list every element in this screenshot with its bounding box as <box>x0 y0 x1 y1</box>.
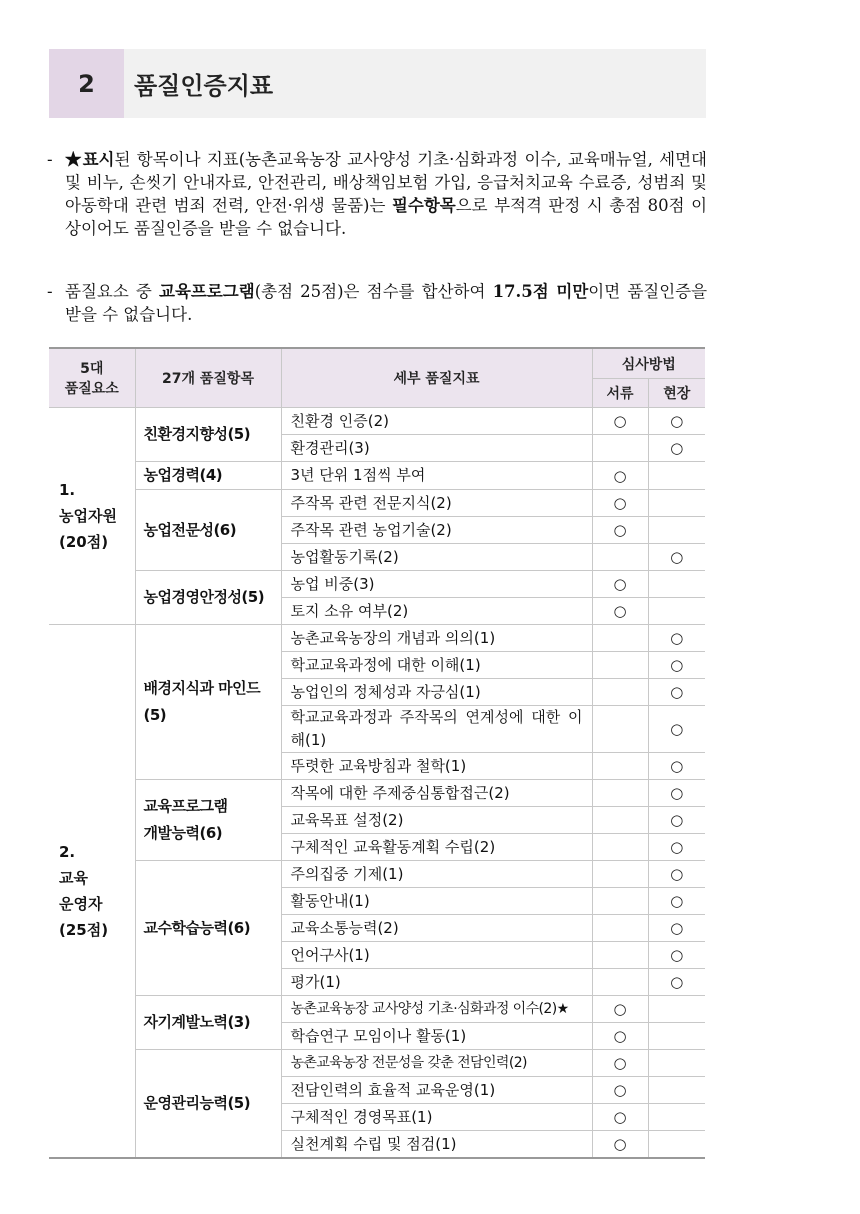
onsite-review-mark: ○ <box>648 753 705 780</box>
indicator-cell: 농업 비중(3) <box>281 571 592 598</box>
document-review-mark: ○ <box>592 996 648 1023</box>
quality-item-cell: 배경지식과 마인드(5) <box>135 625 281 780</box>
quality-item-cell: 농업경영안정성(5) <box>135 571 281 625</box>
onsite-review-mark <box>648 1104 705 1131</box>
indicator-cell: 환경관리(3) <box>281 435 592 462</box>
quality-item-cell: 운영관리능력(5) <box>135 1050 281 1159</box>
indicator-cell: 뚜렷한 교육방침과 철학(1) <box>281 753 592 780</box>
note-education-program <box>47 280 707 326</box>
onsite-review-mark: ○ <box>648 780 705 807</box>
document-review-mark: ○ <box>592 1077 648 1104</box>
note-required-items <box>47 148 707 240</box>
star-mark-label: ★표시 <box>65 150 115 169</box>
header-review-method: 심사방법 <box>592 348 705 379</box>
onsite-review-mark <box>648 490 705 517</box>
document-review-mark: ○ <box>592 408 648 435</box>
header-onsite: 현장 <box>648 379 705 408</box>
note-text: ★표시된 항목이나 지표(농촌교육농장 교사양성 기초·심화과정 이수, 교육매뉴얼, 세면대 및 비누, 손씻기 안내자료, 안전관리, 배상책임보험 가입, 응급처치교육 수료증, 성범죄 및 아동학대 관련 범죄 전력, 안전·위생 물품)는 필수항목으로 부적격 판정 시 총점 80점 이상이어도 품질인증을 받을 수 없습니다. <box>65 150 708 238</box>
onsite-review-mark <box>648 517 705 544</box>
onsite-review-mark <box>648 1050 705 1077</box>
quality-indicator-table <box>49 347 705 1159</box>
document-review-mark <box>592 544 648 571</box>
table-row <box>49 1050 705 1077</box>
document-review-mark <box>592 807 648 834</box>
document-review-mark: ○ <box>592 1131 648 1159</box>
indicator-cell: 전담인력의 효율적 교육운영(1) <box>281 1077 592 1104</box>
document-review-mark <box>592 625 648 652</box>
onsite-review-mark: ○ <box>648 807 705 834</box>
table-row <box>49 996 705 1023</box>
onsite-review-mark: ○ <box>648 679 705 706</box>
onsite-review-mark <box>648 598 705 625</box>
onsite-review-mark: ○ <box>648 861 705 888</box>
onsite-review-mark <box>648 1077 705 1104</box>
onsite-review-mark: ○ <box>648 888 705 915</box>
onsite-review-mark: ○ <box>648 544 705 571</box>
education-program-label: 교육프로그램 <box>159 282 255 301</box>
document-review-mark <box>592 435 648 462</box>
indicator-cell: 친환경 인증(2) <box>281 408 592 435</box>
quality-item-cell: 자기계발노력(3) <box>135 996 281 1050</box>
document-review-mark: ○ <box>592 598 648 625</box>
onsite-review-mark: ○ <box>648 969 705 996</box>
note-dash: - <box>47 150 53 169</box>
onsite-review-mark: ○ <box>648 834 705 861</box>
indicator-cell: 주작목 관련 농업기술(2) <box>281 517 592 544</box>
document-review-mark <box>592 706 648 753</box>
document-review-mark <box>592 834 648 861</box>
onsite-review-mark: ○ <box>648 652 705 679</box>
document-review-mark: ○ <box>592 490 648 517</box>
table-row <box>49 490 705 517</box>
quality-item-cell: 교육프로그램 개발능력(6) <box>135 780 281 861</box>
quality-element-cell: 1. 농업자원 (20점) <box>49 408 135 625</box>
document-review-mark: ○ <box>592 462 648 490</box>
onsite-review-mark <box>648 462 705 490</box>
section-title: 품질인증지표 <box>124 49 706 118</box>
indicator-cell: 학습연구 모임이나 활동(1) <box>281 1023 592 1050</box>
onsite-review-mark: ○ <box>648 435 705 462</box>
header-indicator: 세부 품질지표 <box>281 348 592 408</box>
document-review-mark <box>592 679 648 706</box>
table-row <box>49 780 705 807</box>
quality-element-cell: 2. 교육 운영자 (25점) <box>49 625 135 1159</box>
document-review-mark: ○ <box>592 1023 648 1050</box>
document-review-mark <box>592 861 648 888</box>
document-review-mark <box>592 942 648 969</box>
header-document: 서류 <box>592 379 648 408</box>
document-review-mark: ○ <box>592 571 648 598</box>
indicator-cell: 구체적인 경영목표(1) <box>281 1104 592 1131</box>
onsite-review-mark: ○ <box>648 408 705 435</box>
indicator-cell: 작목에 대한 주제중심통합접근(2) <box>281 780 592 807</box>
header-quality-element: 5대 품질요소 <box>49 348 135 408</box>
document-review-mark <box>592 652 648 679</box>
onsite-review-mark <box>648 571 705 598</box>
document-review-mark <box>592 753 648 780</box>
document-review-mark: ○ <box>592 517 648 544</box>
indicator-cell: 구체적인 교육활동계획 수립(2) <box>281 834 592 861</box>
quality-item-cell: 농업전문성(6) <box>135 490 281 571</box>
onsite-review-mark <box>648 1131 705 1159</box>
document-review-mark: ○ <box>592 1104 648 1131</box>
indicator-cell: 3년 단위 1점씩 부여 <box>281 462 592 490</box>
indicator-cell: 활동안내(1) <box>281 888 592 915</box>
table-row <box>49 625 705 652</box>
header-quality-item: 27개 품질항목 <box>135 348 281 408</box>
indicator-cell: 주의집중 기제(1) <box>281 861 592 888</box>
section-header <box>49 49 706 118</box>
indicator-cell: 농촌교육농장 전문성을 갖춘 전담인력(2) <box>281 1050 592 1077</box>
indicator-cell: 평가(1) <box>281 969 592 996</box>
indicator-cell: 언어구사(1) <box>281 942 592 969</box>
document-review-mark <box>592 888 648 915</box>
document-review-mark <box>592 780 648 807</box>
indicator-cell: 토지 소유 여부(2) <box>281 598 592 625</box>
indicator-cell: 실천계획 수립 및 점검(1) <box>281 1131 592 1159</box>
table-row <box>49 408 705 435</box>
required-items-label: 필수항목 <box>391 196 456 215</box>
indicator-cell: 농촌교육농장의 개념과 의의(1) <box>281 625 592 652</box>
onsite-review-mark <box>648 1023 705 1050</box>
indicator-cell: 농업인의 정체성과 자긍심(1) <box>281 679 592 706</box>
indicator-cell: 학교교육과정과 주작목의 연계성에 대한 이해(1) <box>281 706 592 753</box>
threshold-label: 17.5점 미만 <box>492 282 589 301</box>
table-row <box>49 462 705 490</box>
onsite-review-mark <box>648 996 705 1023</box>
section-number: 2 <box>49 49 124 118</box>
onsite-review-mark: ○ <box>648 915 705 942</box>
indicator-cell: 교육소통능력(2) <box>281 915 592 942</box>
table-row <box>49 571 705 598</box>
quality-item-cell: 농업경력(4) <box>135 462 281 490</box>
quality-item-cell: 교수학습능력(6) <box>135 861 281 996</box>
onsite-review-mark: ○ <box>648 625 705 652</box>
quality-item-cell: 친환경지향성(5) <box>135 408 281 462</box>
indicator-cell: 학교교육과정에 대한 이해(1) <box>281 652 592 679</box>
note-text: 품질요소 중 교육프로그램(총점 25점)은 점수를 합산하여 17.5점 미만이면 품질인증을 받을 수 없습니다. <box>65 282 708 324</box>
indicator-cell: 주작목 관련 전문지식(2) <box>281 490 592 517</box>
onsite-review-mark: ○ <box>648 706 705 753</box>
document-review-mark: ○ <box>592 1050 648 1077</box>
indicator-cell: 농업활동기록(2) <box>281 544 592 571</box>
table-row <box>49 861 705 888</box>
document-review-mark <box>592 915 648 942</box>
document-review-mark <box>592 969 648 996</box>
note-dash: - <box>47 282 53 301</box>
indicator-cell: 교육목표 설정(2) <box>281 807 592 834</box>
indicator-cell: 농촌교육농장 교사양성 기초·심화과정 이수(2)★ <box>281 996 592 1023</box>
onsite-review-mark: ○ <box>648 942 705 969</box>
